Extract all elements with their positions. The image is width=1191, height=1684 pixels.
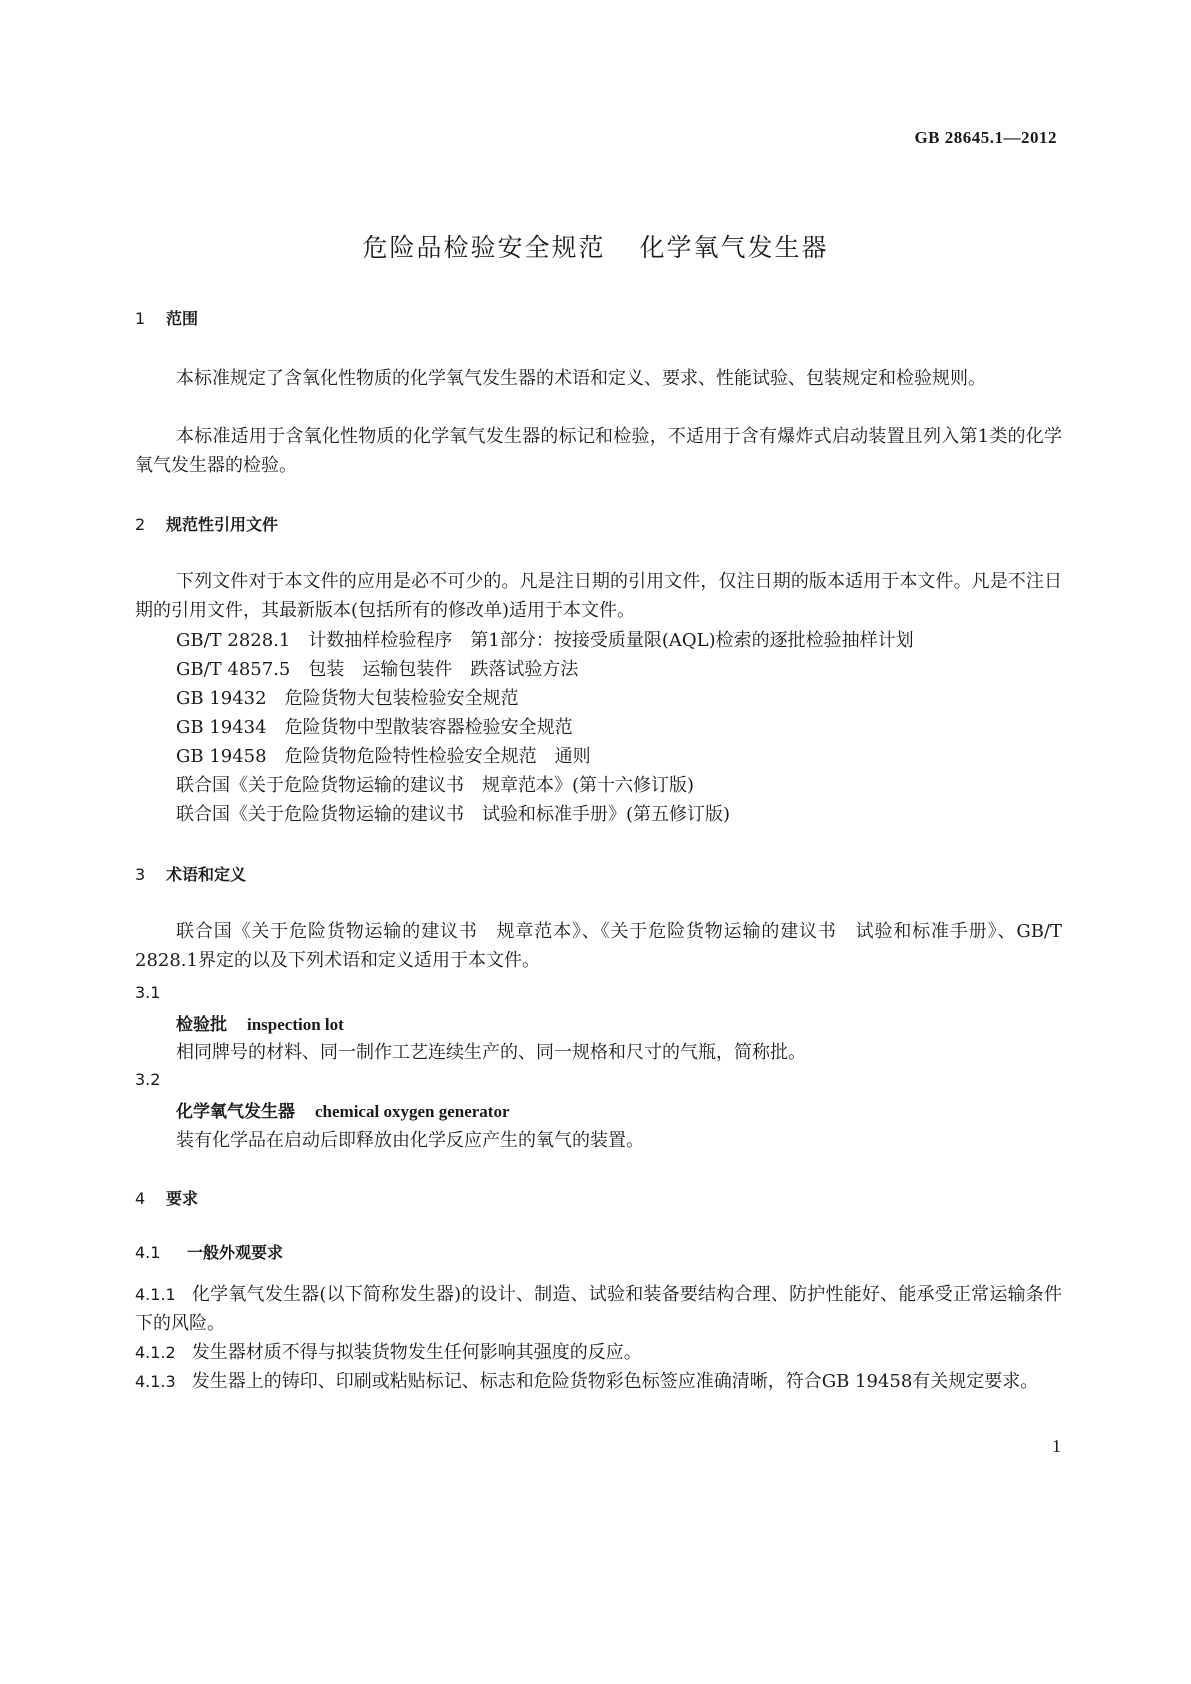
clause-number: 4.1.2 (135, 1343, 176, 1362)
section-title: 规范性引用文件 (166, 515, 279, 534)
section-3-para-1: 联合国《关于危险货物运输的建议书 规章范本》、《关于危险货物运输的建议书 试验和标准手册》、GB/T 2828.1界定的以及下列术语和定义适用于本文件。 (135, 921, 1062, 971)
reference-item (176, 684, 519, 710)
term-number: 3.1 (135, 983, 161, 1002)
reference-code: GB 19432 (176, 688, 267, 709)
clause-4-1-3 (135, 1367, 1062, 1396)
term-zh: 检验批 (176, 1015, 227, 1035)
reference-title: 危险货物中型散装容器检验安全规范 (284, 717, 573, 738)
section-number: 2 (135, 515, 146, 534)
reference-code: GB/T 2828.1 (176, 630, 291, 651)
section-title: 范围 (166, 309, 199, 328)
subsection-title: 一般外观要求 (187, 1243, 284, 1262)
clause-number: 4.1.3 (135, 1372, 176, 1391)
reference-title: 危险货物大包装检验安全规范 (284, 688, 519, 709)
subsection-4-1-heading (135, 1240, 283, 1263)
section-2-heading (135, 512, 278, 535)
clause-4-1-2 (135, 1338, 1062, 1367)
section-number: 3 (135, 865, 146, 884)
section-4-heading (135, 1186, 198, 1209)
section-1-heading (135, 306, 198, 329)
term-definition: 相同牌号的材料、同一制作工艺连续生产的、同一规格和尺寸的气瓶，简称批。 (176, 1042, 806, 1063)
term-definition: 装有化学品在启动后即释放由化学反应产生的氧气的装置。 (176, 1130, 644, 1151)
section-title: 要求 (166, 1189, 199, 1208)
standard-code: GB 28645.1—2012 (914, 128, 1057, 147)
section-1-para-1: 本标准规定了含氧化性物质的化学氧气发生器的术语和定义、要求、性能试验、包装规定和检验规则。 (176, 368, 986, 389)
term-en: chemical oxygen generator (315, 1102, 510, 1121)
reference-item (176, 626, 914, 652)
clause-text: 发生器上的铸印、印刷或粘贴标记、标志和危险货物彩色标签应准确清晰，符合GB 19458有关规定要求。 (191, 1371, 1039, 1392)
section-3-heading (135, 862, 246, 885)
term-zh: 化学氧气发生器 (176, 1102, 295, 1122)
section-1-para-2: 本标准适用于含氧化性物质的化学氧气发生器的标记和检验，不适用于含有爆炸式启动装置且列入第1类的化学氧气发生器的检验。 (135, 426, 1062, 476)
un-reference-2: 联合国《关于危险货物运输的建议书 试验和标准手册》(第五修订版) (176, 804, 731, 825)
clause-text: 发生器材质不得与拟装货物发生任何影响其强度的反应。 (191, 1342, 642, 1363)
title-part2: 化学氧气发生器 (639, 233, 829, 262)
subsection-number: 4.1 (135, 1243, 161, 1262)
section-title: 术语和定义 (166, 865, 247, 884)
reference-code: GB/T 4857.5 (176, 659, 291, 680)
section-number: 1 (135, 309, 146, 328)
document-title (0, 228, 1191, 264)
section-number: 4 (135, 1189, 146, 1208)
term-heading (176, 1010, 344, 1035)
page-number: 1 (1052, 1436, 1061, 1456)
term-heading (176, 1097, 510, 1122)
title-part1: 危险品检验安全规范 (362, 233, 606, 262)
term-en: inspection lot (247, 1015, 344, 1034)
reference-code: GB 19458 (176, 746, 267, 767)
reference-title: 计数抽样检验程序 第1部分：按接受质量限(AQL)检索的逐批检验抽样计划 (308, 630, 914, 651)
reference-title: 危险货物危险特性检验安全规范 通则 (284, 746, 591, 767)
reference-item (176, 655, 578, 681)
reference-item (176, 713, 573, 739)
reference-code: GB 19434 (176, 717, 267, 738)
clause-number: 4.1.1 (135, 1285, 176, 1304)
reference-item (176, 742, 591, 768)
clause-4-1-1 (135, 1280, 1062, 1338)
reference-title: 包装 运输包装件 跌落试验方法 (308, 659, 579, 680)
un-reference-1: 联合国《关于危险货物运输的建议书 规章范本》(第十六修订版) (176, 775, 695, 796)
section-2-para-1: 下列文件对于本文件的应用是必不可少的。凡是注日期的引用文件，仅注日期的版本适用于本文件。凡是不注日期的引用文件，其最新版本(包括所有的修改单)适用于本文件。 (135, 571, 1062, 621)
clause-text: 化学氧气发生器(以下简称发生器)的设计、制造、试验和装备要结构合理、防护性能好、能承受正常运输条件下的风险。 (135, 1284, 1062, 1334)
term-number: 3.2 (135, 1070, 161, 1089)
